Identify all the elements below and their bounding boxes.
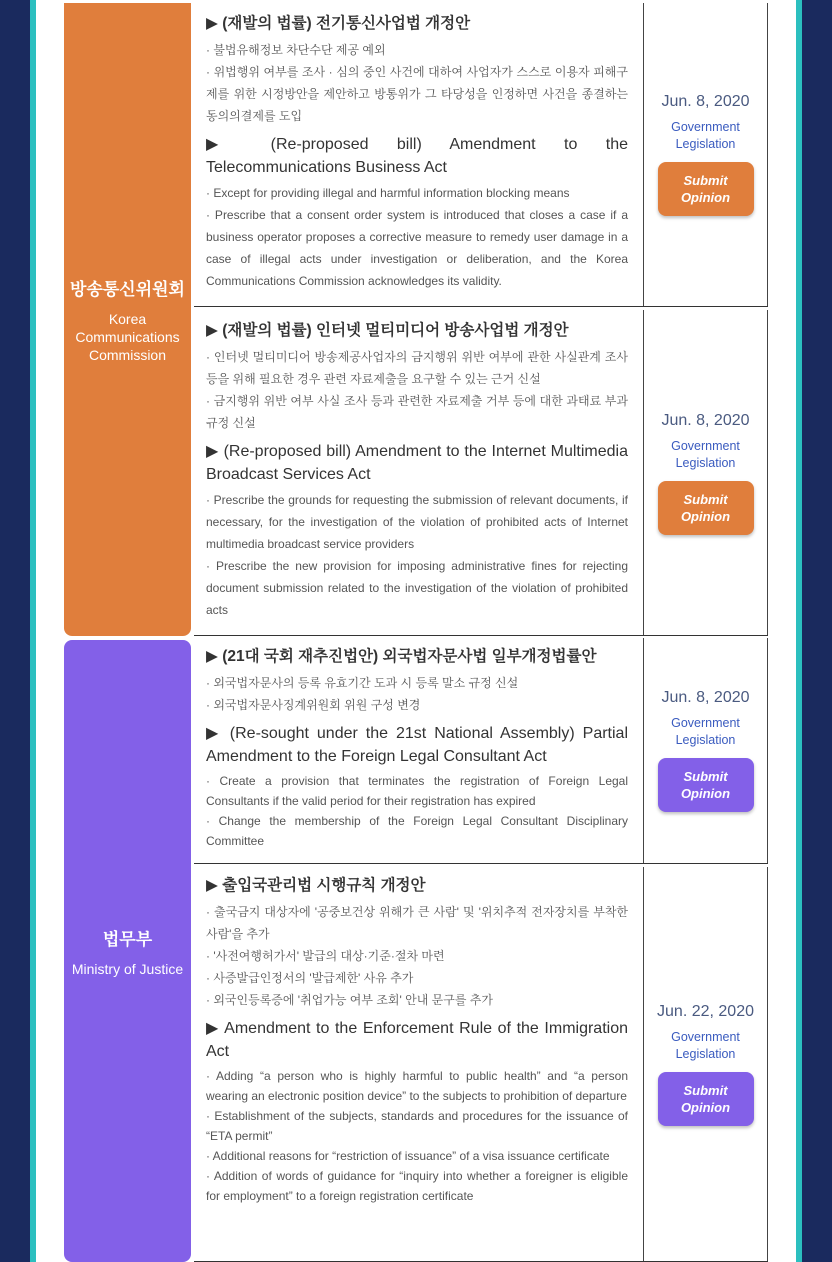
bullet-en: · Change the membership of the Foreign Legal Consultant Disciplinary Committee	[206, 814, 628, 848]
item-content	[206, 320, 628, 621]
item-meta	[644, 310, 767, 636]
legislation-item	[194, 310, 768, 636]
title-en: ▶ (Re-sought under the 21st National Assembly) Partial Amendment to the Foreign Legal Consultant Act	[206, 725, 628, 765]
title-ko: ▶ (재발의 법률) 인터넷 멀티미디어 방송사업법 개정안	[206, 322, 569, 339]
ministry-name-en: Ministry of Justice	[71, 960, 184, 977]
item-content	[206, 646, 628, 851]
bullet-ko: · 금지행위 위반 여부 사실 조사 등과 관련한 자료제출 거부 등에 대한 과태료 부과 규정 신설	[206, 394, 628, 430]
submit-opinion-button[interactable]: Submit Opinion	[658, 1072, 754, 1126]
ministry-name-en: Korea Communications Commission	[75, 311, 180, 363]
bullet-en: · Create a provision that terminates the registration of Foreign Legal Consultants if the valid period for their registration has expired	[206, 774, 628, 808]
bullet-ko: · 위법행위 여부를 조사 · 심의 중인 사건에 대하여 사업자가 스스로 이용자 피해구제를 위한 시정방안을 제안하고 방통위가 그 타당성을 인정하면 사건을 종결하는 동의의결제를 도입	[206, 65, 628, 123]
item-meta	[644, 638, 767, 863]
bullet-ko: · 사증발급인정서의 '발급제한' 사유 추가	[206, 971, 414, 985]
ministry-moj	[64, 640, 191, 1262]
notice-date: Jun. 22, 2020	[657, 1002, 754, 1020]
legislation-type: Government Legislation	[671, 716, 740, 747]
submit-opinion-button[interactable]: Submit Opinion	[658, 481, 754, 535]
legislation-item	[194, 638, 768, 864]
legislation-type: Government Legislation	[671, 120, 740, 151]
title-en: ▶ (Re-proposed bill) Amendment to the Telecommunications Business Act	[206, 136, 628, 176]
legislation-type: Government Legislation	[671, 1029, 740, 1061]
bullet-en: · Adding “a person who is highly harmful to public health” and “a person wearing an electronic position device” to the subjects to prohibition of departure	[206, 1069, 628, 1103]
ministry-name-ko: 법무부	[102, 929, 153, 949]
right-border	[767, 867, 768, 1261]
submit-opinion-button[interactable]: Submit Opinion	[658, 162, 754, 216]
bullet-en: · Establishment of the subjects, standards and procedures for the issuance of “ETA permit”	[206, 1109, 628, 1143]
item-content	[206, 875, 628, 1206]
ministry-kcc	[64, 3, 191, 636]
legislation-item	[194, 3, 768, 307]
bullet-ko: · 출국금지 대상자에 '공중보건상 위해가 큰 사람' 및 '위치추적 전자장치를 부착한 사람'을 추가	[206, 905, 628, 941]
bullet-ko: · 외국법자문사의 등록 유효기간 도과 시 등록 말소 규정 신설	[206, 676, 519, 690]
bullet-en: · Prescribe the grounds for requesting the submission of relevant documents, if necessary, for the investigation of the violation of prohibited acts of Internet multimedia broadcast service providers	[206, 493, 628, 551]
notice-date: Jun. 8, 2020	[661, 411, 750, 429]
right-border	[767, 310, 768, 636]
title-ko: ▶ 출입국관리법 시행규칙 개정안	[206, 877, 426, 894]
bullet-ko: · 불법유해정보 차단수단 제공 예외	[206, 43, 386, 57]
legislation-type: Government Legislation	[671, 438, 740, 470]
section-divider	[194, 635, 768, 636]
bullet-ko: · 인터넷 멀티미디어 방송제공사업자의 금지행위 위반 여부에 관한 사실관계 조사 등을 위해 필요한 경우 관련 자료제출을 요구할 수 있는 근거 신설	[206, 350, 628, 386]
bullet-ko: · 외국법자문사징계위원회 위원 구성 변경	[206, 698, 421, 712]
ministry-name-ko: 방송통신위원회	[70, 280, 185, 299]
notice-date: Jun. 8, 2020	[661, 93, 750, 110]
item-content	[206, 13, 628, 292]
title-en: ▶ (Re-proposed bill) Amendment to the Internet Multimedia Broadcast Services Act	[206, 443, 628, 483]
item-meta	[644, 3, 767, 306]
title-en: ▶ Amendment to the Enforcement Rule of the Immigration Act	[206, 1020, 628, 1060]
title-ko: ▶ (21대 국회 재추진법안) 외국법자문사법 일부개정법률안	[206, 648, 597, 665]
item-meta	[644, 867, 767, 1261]
bullet-en: · Prescribe that a consent order system is introduced that closes a case if a business operator proposes a corrective measure to remedy user damage in a case of illegal acts under investigation or deliberation, and the Korea Communications Commission acknowledges its validity.	[206, 208, 628, 288]
bullet-en: · Except for providing illegal and harmful information blocking means	[206, 186, 570, 200]
bullet-en: · Addition of words of guidance for “inquiry into whether a foreigner is eligible for employment” to a foreign registration certificate	[206, 1169, 628, 1203]
bullet-ko: · '사전여행허가서' 발급의 대상·기준·절차 마련	[206, 949, 445, 963]
notice-date: Jun. 8, 2020	[661, 689, 750, 706]
legislation-item	[194, 867, 768, 1262]
right-border	[767, 638, 768, 863]
bullet-en: · Additional reasons for “restriction of issuance” of a visa issuance certificate	[206, 1149, 610, 1163]
title-ko: ▶ (재발의 법률) 전기통신사업법 개정안	[206, 15, 471, 32]
right-border	[767, 3, 768, 306]
bullet-ko: · 외국인등록증에 '취업가능 여부 조회' 안내 문구를 추가	[206, 993, 493, 1007]
submit-opinion-button[interactable]: Submit Opinion	[658, 758, 754, 812]
bullet-en: · Prescribe the new provision for imposing administrative fines for rejecting document submission related to the investigation of the violation of prohibited acts	[206, 559, 628, 617]
